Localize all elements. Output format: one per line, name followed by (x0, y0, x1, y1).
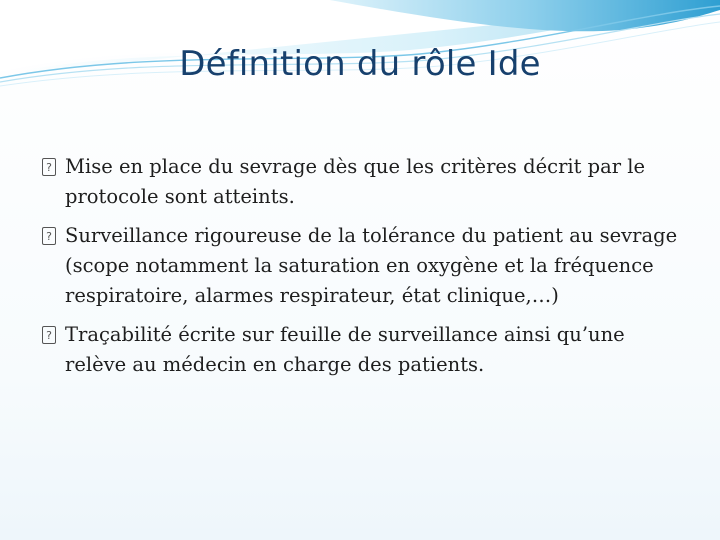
bullet-item (42, 221, 692, 311)
bullet-text: Traçabilité écrite sur feuille de surveillance ainsi qu’une relève au médecin en charge des patients. (65, 323, 625, 376)
bullet-text: Mise en place du sevrage dès que les critères décrit par le protocole sont atteints. (65, 155, 646, 208)
bullet-list (42, 152, 692, 389)
bullet-text: Surveillance rigoureuse de la tolérance du patient au sevrage (scope notamment la saturation en oxygène et la fréquence respiratoire, alarmes respirateur, état clinique,…) (65, 224, 678, 307)
bullet-marker-icon: ? (42, 326, 56, 344)
bullet-item (42, 152, 692, 212)
slide-title: Définition du rôle Ide (179, 44, 541, 84)
bullet-marker-icon: ? (42, 158, 56, 176)
bullet-marker-icon: ? (42, 227, 56, 245)
bullet-item (42, 320, 692, 380)
